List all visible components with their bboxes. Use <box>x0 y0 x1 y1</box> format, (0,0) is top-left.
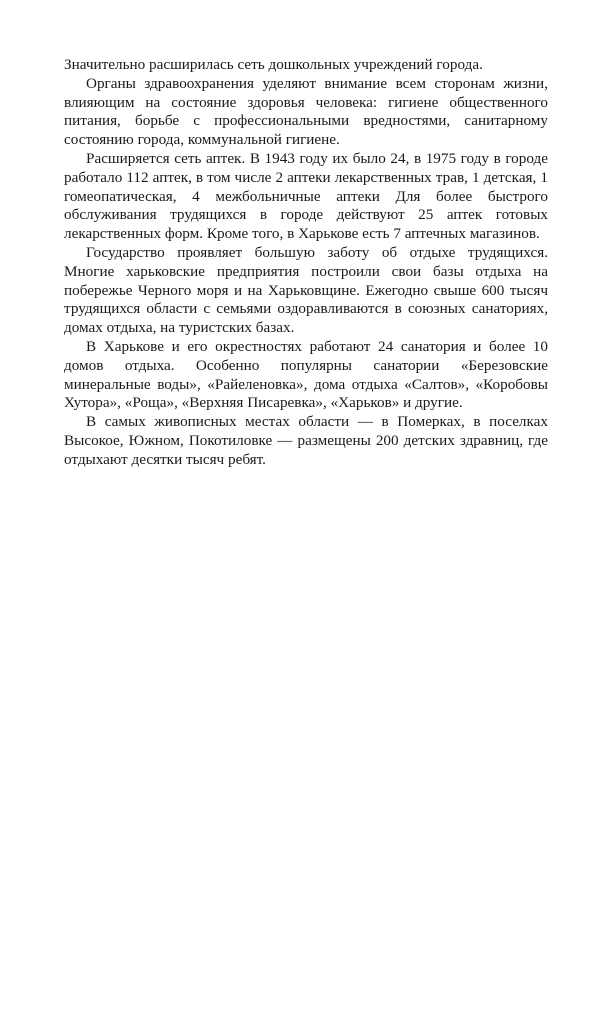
paragraph-preschool: Значительно расширилась сеть дошкольных учреждений города. <box>64 56 483 73</box>
paragraph-recreation: Государство проявляет большую заботу об отдыхе трудящихся. Многие харьковские предприятия построили свои базы отдыха на побережье Черного моря и на Харьковщине. Ежегодно свыше 600 тысяч трудящихся области с семьями оздоравливаются в союзных санаториях, домах отдыха, на туристских базах. <box>64 243 548 337</box>
paragraph-pharmacies: Расширяется сеть аптек. В 1943 году их было 24, в 1975 году в городе работало 112 аптек, в том числе 2 аптеки лекарственных трав, 1 детская, 1 гомеопатическая, 4 межбольничные аптеки Для более быстрого обслуживания трудящихся в городе действуют 25 аптек готовых лекарственных форм. Кроме того, в Харькове есть 7 аптечных магазинов. <box>64 149 548 243</box>
paragraph-sanatoriums: В Харькове и его окрестностях работают 24 санатория и более 10 домов отдыха. Особенно популярны санатории «Березовские минеральные воды», «Райеленовка», дома отдыха «Салтов», «Коробовы Хутора», «Роща», «Верхняя Писаревка», «Харьков» и другие. <box>64 337 548 412</box>
paragraph-health-organs: Органы здравоохранения уделяют внимание всем сторонам жизни, влияющим на состояние здоровья человека: гигиене общественного питания, борьбе с профессиональными вредностями, санитарному состоянию города, коммунальной гигиене. <box>64 74 548 149</box>
body-text <box>64 56 548 470</box>
paragraph-children-resorts: В самых живописных местах области — в Померках, в поселках Высокое, Южном, Покотиловке — размещены 200 детских здравниц, где отдыхают десятки тысяч ребят. <box>64 413 548 468</box>
